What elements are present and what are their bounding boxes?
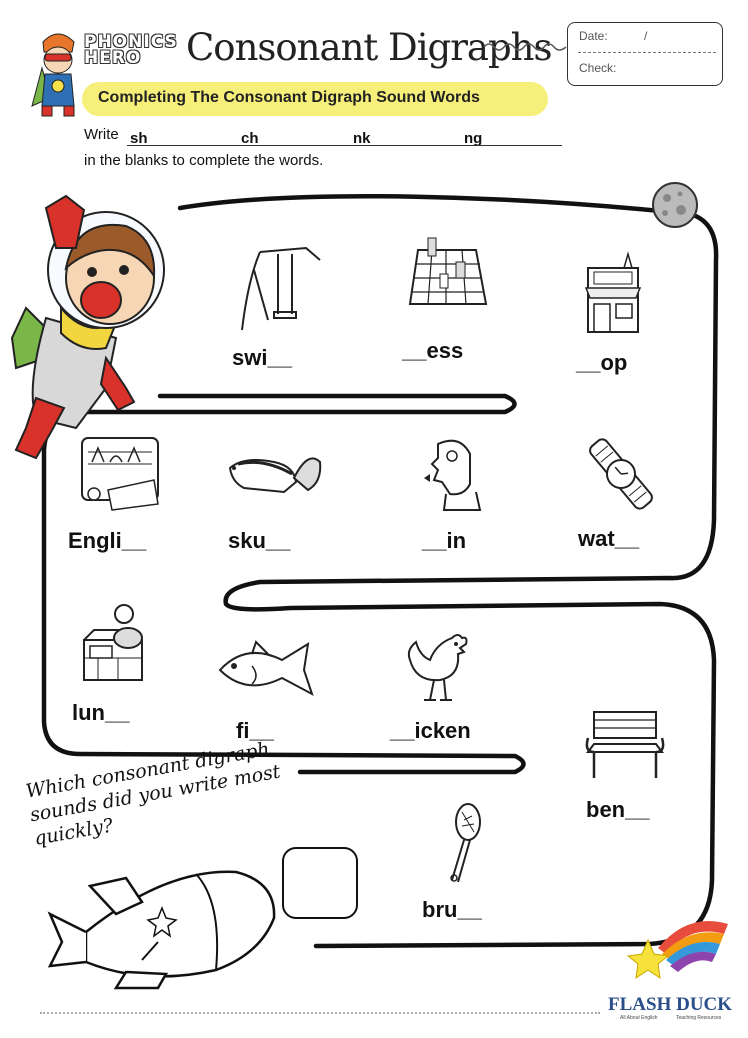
word-chin: __in: [422, 528, 467, 553]
word-watch: wat__: [578, 526, 640, 551]
asteroid-icon: [650, 180, 700, 230]
word-bench: ben__: [586, 797, 650, 822]
choice-nk: nk: [353, 130, 371, 147]
shop-icon: [584, 254, 642, 334]
footer-tagline-left: All About English: [620, 1015, 658, 1021]
lunch-icon: [78, 602, 148, 684]
chin-icon: [420, 434, 484, 514]
word-skunk: sku__: [228, 528, 291, 553]
instruction-prefix: Write: [84, 126, 119, 143]
reflection-question: Which consonant digraph sounds did you write most quickly?: [24, 738, 283, 850]
word-fish: fi__: [236, 718, 274, 743]
shooting-star-icon: [628, 918, 728, 978]
choice-ch: ch: [241, 130, 259, 147]
word-brush: bru__: [422, 897, 482, 922]
watch-icon: [582, 434, 660, 514]
word-swing: swi__: [232, 345, 292, 370]
chess-icon: [406, 234, 488, 310]
word-shop: __op: [576, 350, 628, 375]
instruction-suffix: in the blanks to complete the words.: [84, 152, 324, 169]
word-chicken: __icken: [390, 718, 471, 743]
answer-box[interactable]: [282, 847, 358, 919]
choice-sh: sh: [130, 130, 148, 147]
check-label: Check:: [579, 61, 617, 75]
flash-duck-logo: FLASH DUCK: [608, 994, 733, 1015]
date-label: Date:: [579, 29, 608, 43]
chicken-icon: [400, 630, 472, 706]
bench-icon: [586, 708, 666, 780]
subtitle-text: Completing The Consonant Digraph Sound Words: [98, 89, 480, 106]
brush-icon: [446, 802, 486, 884]
phonics-hero-logo: PHONICS HERO: [84, 32, 178, 68]
footer-tagline-right: Teaching Resources: [676, 1015, 722, 1021]
fish-icon: [216, 636, 316, 700]
footer-divider: [40, 1012, 600, 1014]
word-chess: __ess: [402, 338, 464, 363]
word-lunch: lun__: [72, 700, 130, 725]
choice-ng: ng: [464, 130, 483, 147]
date-separator: /: [644, 29, 648, 43]
english-book-icon: [78, 432, 162, 512]
rocket-icon: [46, 862, 280, 990]
swing-icon: [238, 240, 322, 330]
skunk-icon: [224, 448, 322, 500]
word-english: Engli__: [68, 528, 147, 553]
astronaut-hero-icon: [6, 188, 174, 473]
page-title: Consonant Digraphs: [186, 26, 552, 69]
